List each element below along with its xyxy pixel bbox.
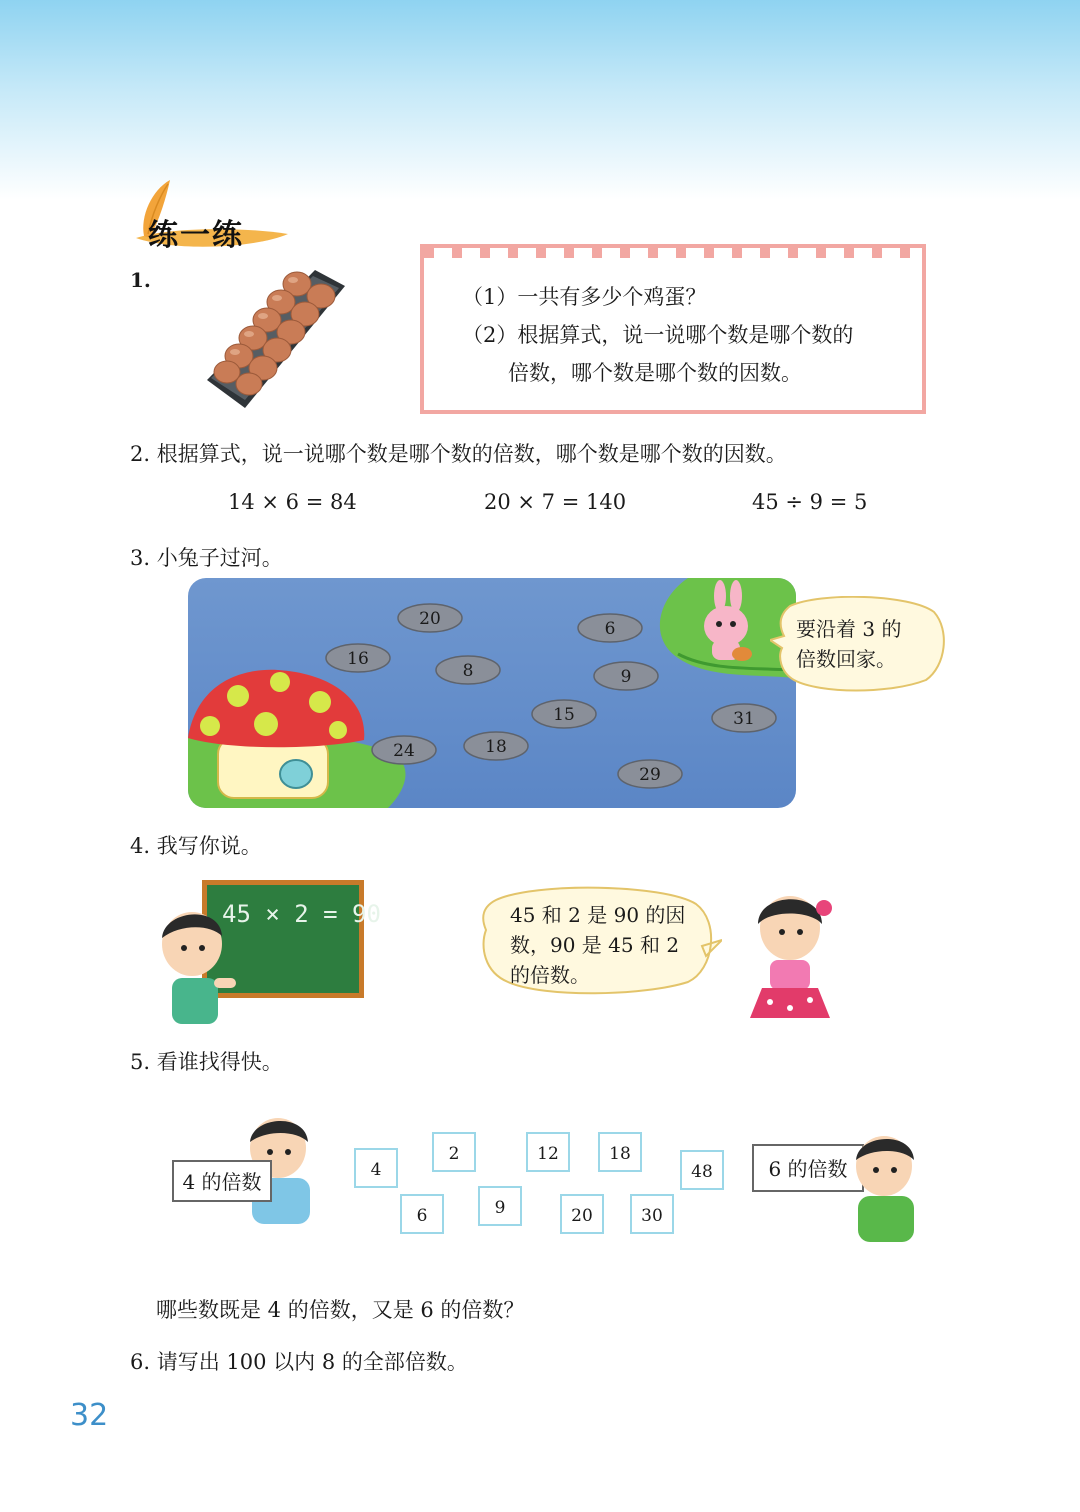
q5-question: 哪些数既是 4 的倍数，又是 6 的倍数？ bbox=[156, 1298, 525, 1322]
stone-label: 29 bbox=[639, 765, 661, 785]
stone-label: 16 bbox=[347, 649, 369, 669]
q1-item-2: （2）根据算式，说一说哪个数是哪个数的 bbox=[462, 323, 854, 347]
stone-label: 6 bbox=[604, 619, 616, 639]
page-number: 32 bbox=[70, 1398, 109, 1433]
q4-text: 4. 我写你说。 bbox=[130, 834, 262, 858]
q1-item-2-cont: 倍数，哪个数是哪个数的因数。 bbox=[508, 361, 802, 385]
stone-label: 24 bbox=[393, 741, 415, 761]
q6-text: 6. 请写出 100 以内 8 的全部倍数。 bbox=[130, 1350, 468, 1374]
stone-label: 9 bbox=[620, 667, 632, 687]
stone-label: 15 bbox=[553, 705, 575, 725]
q2-equation-3: 45 ÷ 9 = 5 bbox=[752, 490, 868, 514]
q3-text: 3. 小兔子过河。 bbox=[130, 546, 283, 570]
number-card: 12 bbox=[526, 1132, 570, 1172]
number-card: 18 bbox=[598, 1132, 642, 1172]
number-card: 30 bbox=[630, 1194, 674, 1234]
chalkboard-equation: 45 × 2 = 90 bbox=[222, 900, 381, 928]
number-card: 2 bbox=[432, 1132, 476, 1172]
boy-writing-illustration bbox=[150, 900, 240, 1028]
river-illustration bbox=[188, 578, 796, 808]
stone-label: 18 bbox=[485, 737, 507, 757]
q2-equation-2: 20 × 7 = 140 bbox=[484, 490, 627, 514]
q4-bubble-line-3: 的倍数。 bbox=[510, 963, 590, 987]
q1-number: 1. bbox=[130, 268, 151, 292]
q4-bubble-line-1: 45 和 2 是 90 的因 bbox=[510, 903, 686, 927]
stone-label: 31 bbox=[733, 709, 755, 729]
q1-item-1: （1）一共有多少个鸡蛋？ bbox=[462, 285, 707, 309]
egg-carton-image bbox=[205, 258, 347, 410]
multiples-of-6-card: 6 的倍数 bbox=[752, 1144, 864, 1192]
number-card: 48 bbox=[680, 1150, 724, 1190]
q2-equation-1: 14 × 6 = 84 bbox=[228, 490, 357, 514]
number-card: 20 bbox=[560, 1194, 604, 1234]
stone-label: 8 bbox=[462, 661, 474, 681]
boy-right-illustration bbox=[822, 1126, 926, 1248]
q3-bubble-line-2: 倍数回家。 bbox=[796, 647, 896, 671]
q2-text: 2. 根据算式，说一说哪个数是哪个数的倍数，哪个数是哪个数的因数。 bbox=[130, 442, 787, 466]
girl-talking-illustration bbox=[740, 884, 840, 1026]
stone-label: 20 bbox=[419, 609, 441, 629]
q5-text: 5. 看谁找得快。 bbox=[130, 1050, 283, 1074]
q4-bubble-line-2: 数，90 是 45 和 2 bbox=[510, 933, 680, 957]
multiples-of-4-card: 4 的倍数 bbox=[172, 1160, 272, 1202]
river-scene bbox=[188, 578, 796, 808]
q1-frame-decoration bbox=[424, 248, 922, 258]
q3-bubble-line-1: 要沿着 3 的 bbox=[796, 617, 902, 641]
section-title: 练一练 bbox=[148, 218, 244, 253]
number-card: 4 bbox=[354, 1148, 398, 1188]
number-card: 6 bbox=[400, 1194, 444, 1234]
header-sky-band bbox=[0, 0, 1080, 200]
number-card: 9 bbox=[478, 1186, 522, 1226]
